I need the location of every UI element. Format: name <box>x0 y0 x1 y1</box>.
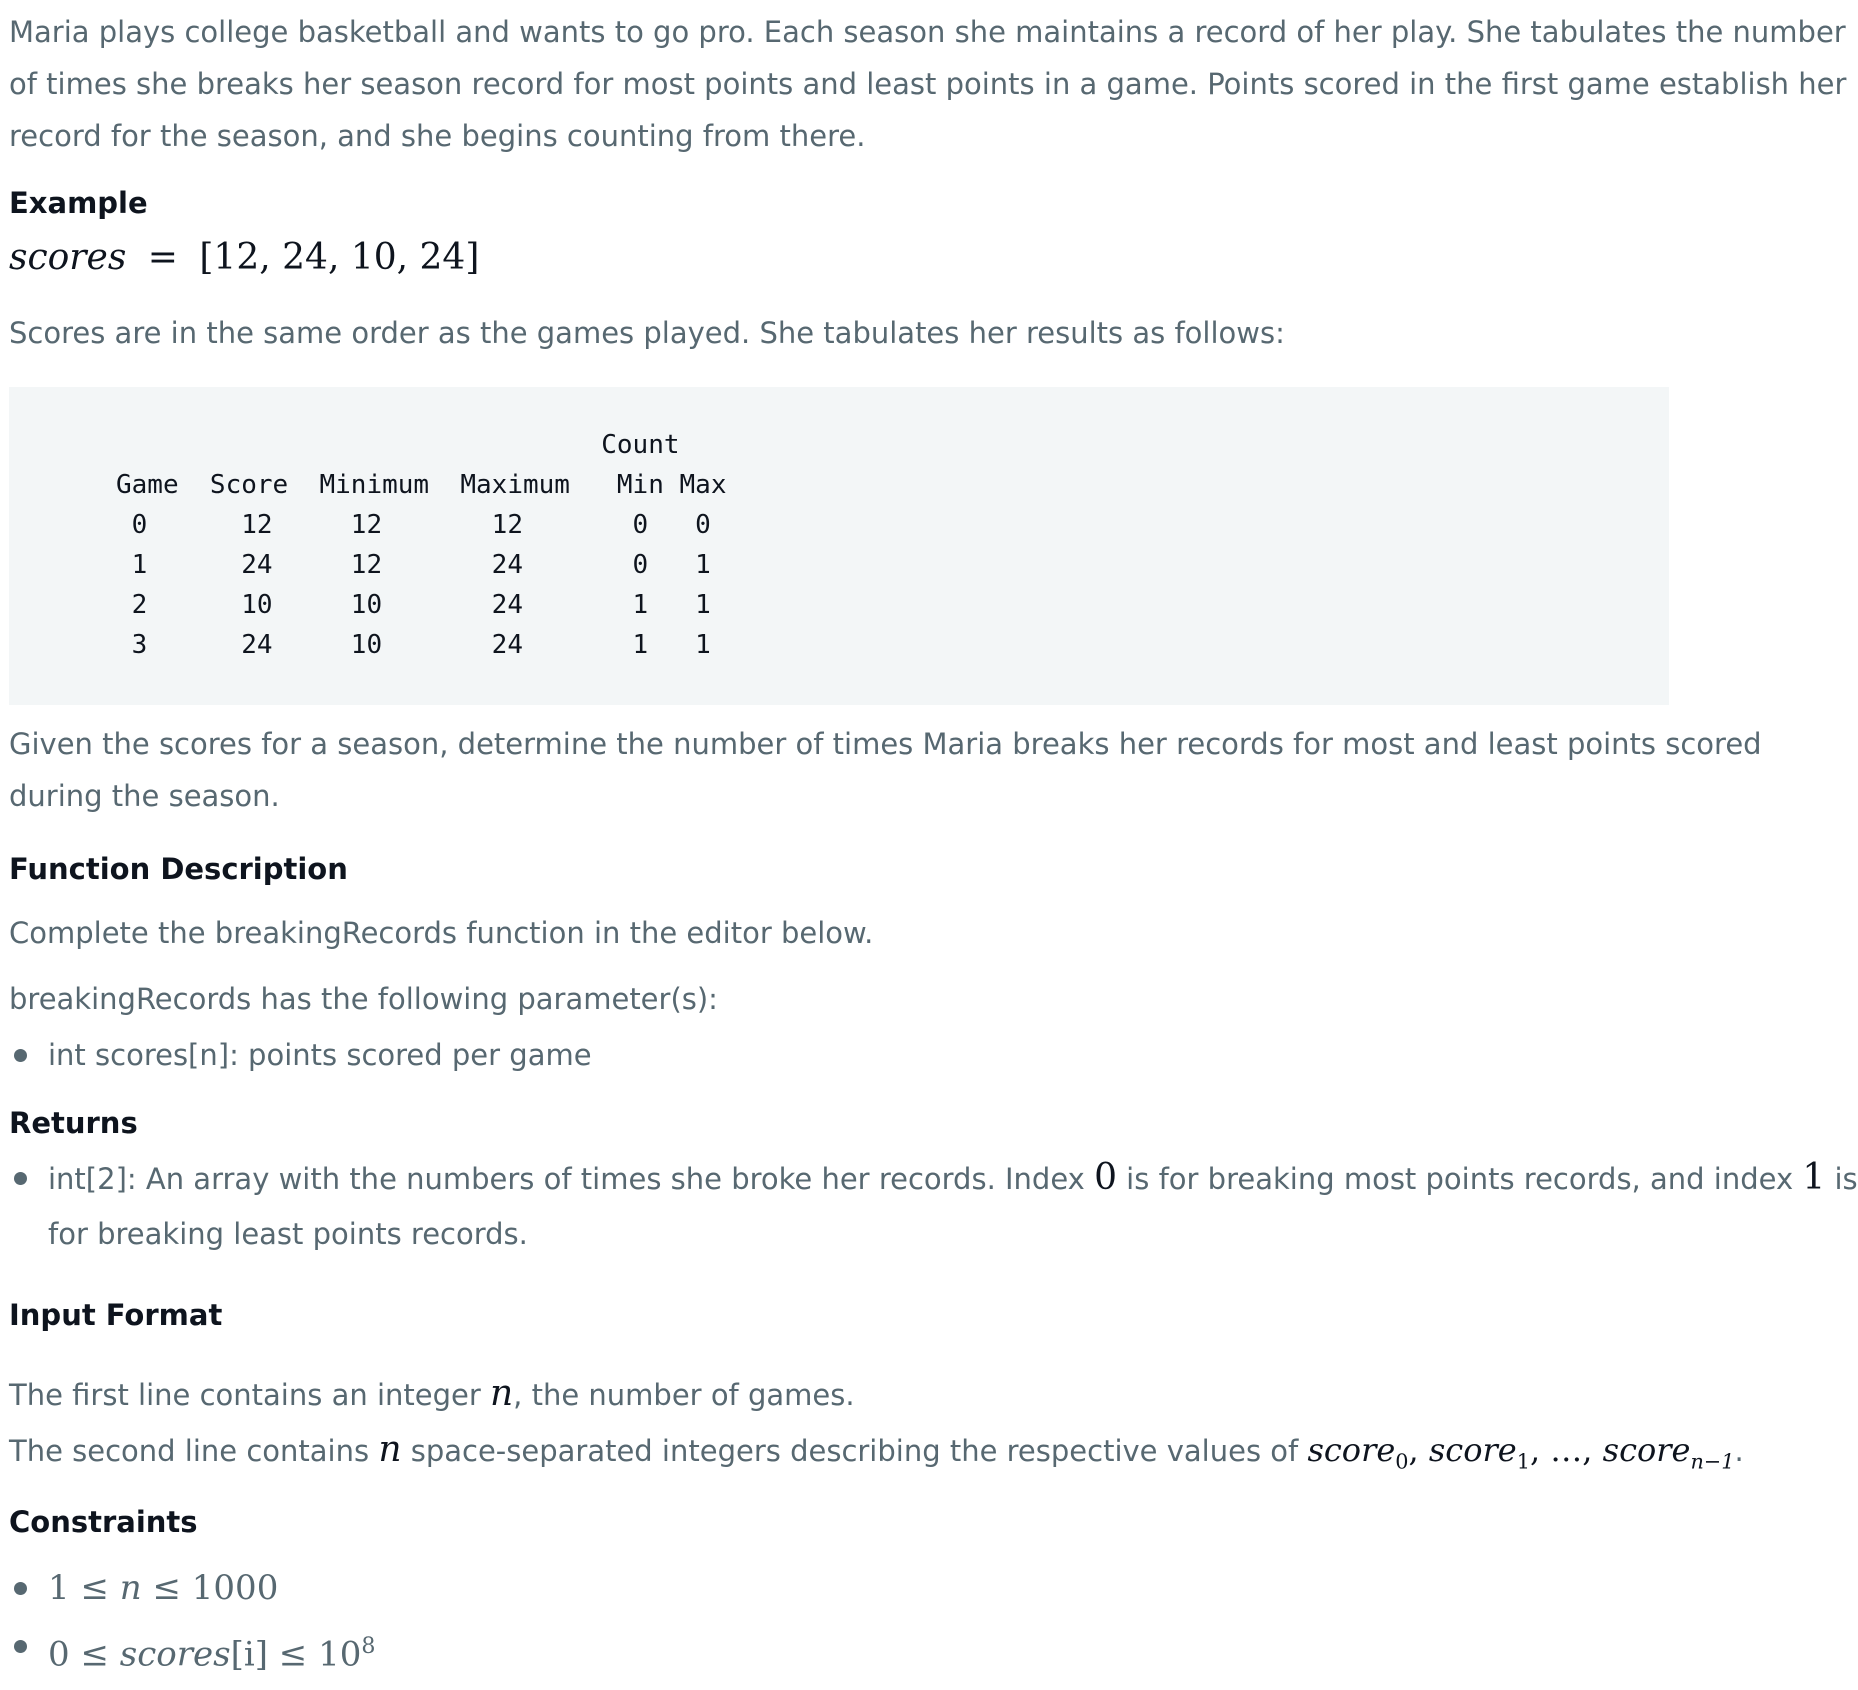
equals-sign: = <box>147 237 178 278</box>
c1-min: 1 <box>48 1568 70 1608</box>
score-var: score <box>1428 1431 1517 1469</box>
sub-1: 1 <box>1516 1449 1530 1474</box>
returns-text-b: is for breaking most points records, and index <box>1116 1162 1803 1196</box>
bullet-icon <box>14 1049 27 1062</box>
score-sequence <box>1307 1431 1735 1474</box>
function-description-heading: Function Description <box>9 852 348 886</box>
given-line-2: during the season. <box>9 779 280 813</box>
period: . <box>1734 1434 1744 1468</box>
sub-0: 0 <box>1395 1449 1409 1474</box>
param-scores: int scores[n]: points scored per game <box>48 1038 592 1072</box>
n-var: n <box>378 1429 402 1470</box>
intro-line-2: of times she breaks her season record for most points and least points in a game. Points scored in the first game establish her <box>9 67 1847 101</box>
returns-heading: Returns <box>9 1106 138 1140</box>
le-sign: ≤ <box>278 1634 308 1675</box>
bullet-icon <box>14 1582 27 1595</box>
results-table: Count Game Score Minimum Maximum Min Max 0 12 12 12 0 0 1 24 12 24 0 1 2 10 10 24 1 1 3 24 10 24 1 1 <box>116 430 727 660</box>
comma: , <box>1408 1431 1419 1469</box>
input-format-heading: Input Format <box>9 1298 223 1332</box>
intro-line-3: record for the season, and she begins counting from there. <box>9 119 866 153</box>
input-text-b: , the number of games. <box>513 1378 855 1412</box>
bullet-icon <box>14 1172 27 1185</box>
constraint-2 <box>48 1618 375 1682</box>
input-text-c: The second line contains <box>9 1434 379 1468</box>
le-sign: ≤ <box>152 1568 181 1608</box>
le-sign: ≤ <box>80 1634 109 1675</box>
results-table-block <box>9 387 1669 705</box>
n-var: n <box>489 1373 514 1414</box>
example-heading: Example <box>9 186 148 220</box>
n-var: n <box>119 1568 142 1608</box>
input-text-d: space-separated integers describing the respective values of <box>401 1434 1308 1468</box>
intro-line-1: Maria plays college basketball and wants to go pro. Each season she maintains a record of her play. She tabulates the number <box>9 15 1846 49</box>
constraints-heading: Constraints <box>9 1505 198 1539</box>
input-line-2 <box>9 1422 1744 1489</box>
constraint-1 <box>48 1560 278 1616</box>
c2-min: 0 <box>48 1634 70 1675</box>
score-var: score <box>1602 1431 1691 1469</box>
given-line-1: Given the scores for a season, determine the number of times Maria breaks her records for most and least points scored <box>9 727 1762 761</box>
index-0: 0 <box>1094 1157 1117 1198</box>
le-sign: ≤ <box>80 1568 109 1608</box>
index-i: [i] <box>230 1634 268 1675</box>
power-base: 10 <box>318 1634 362 1675</box>
returns-line-1 <box>48 1150 1858 1207</box>
comma: , <box>1582 1431 1593 1469</box>
sub-n-minus-1: n−1 <box>1690 1449 1735 1474</box>
input-line-1 <box>9 1366 855 1423</box>
index-1: 1 <box>1802 1157 1826 1198</box>
scores-var: scores <box>119 1634 231 1675</box>
power-exponent: 8 <box>361 1633 376 1659</box>
params-intro: breakingRecords has the following parameter(s): <box>9 982 718 1016</box>
input-text-a: The first line contains an integer <box>9 1378 490 1412</box>
example-note: Scores are in the same order as the games played. She tabulates her results as follows: <box>9 316 1285 350</box>
bullet-icon <box>14 1640 27 1653</box>
returns-line-2: for breaking least points records. <box>48 1217 528 1251</box>
scores-array: [12, 24, 10, 24] <box>199 237 480 278</box>
function-complete-text: Complete the breakingRecords function in the editor below. <box>9 916 874 950</box>
example-scores-formula <box>9 228 479 288</box>
returns-text-c: is <box>1825 1162 1858 1196</box>
comma: , <box>1529 1431 1541 1469</box>
c1-max: 1000 <box>191 1568 279 1608</box>
scores-var: scores <box>9 237 127 278</box>
score-var: score <box>1307 1431 1396 1469</box>
ellipsis: … <box>1550 1431 1583 1469</box>
returns-text-a: int[2]: An array with the numbers of times she broke her records. Index <box>48 1162 1095 1196</box>
